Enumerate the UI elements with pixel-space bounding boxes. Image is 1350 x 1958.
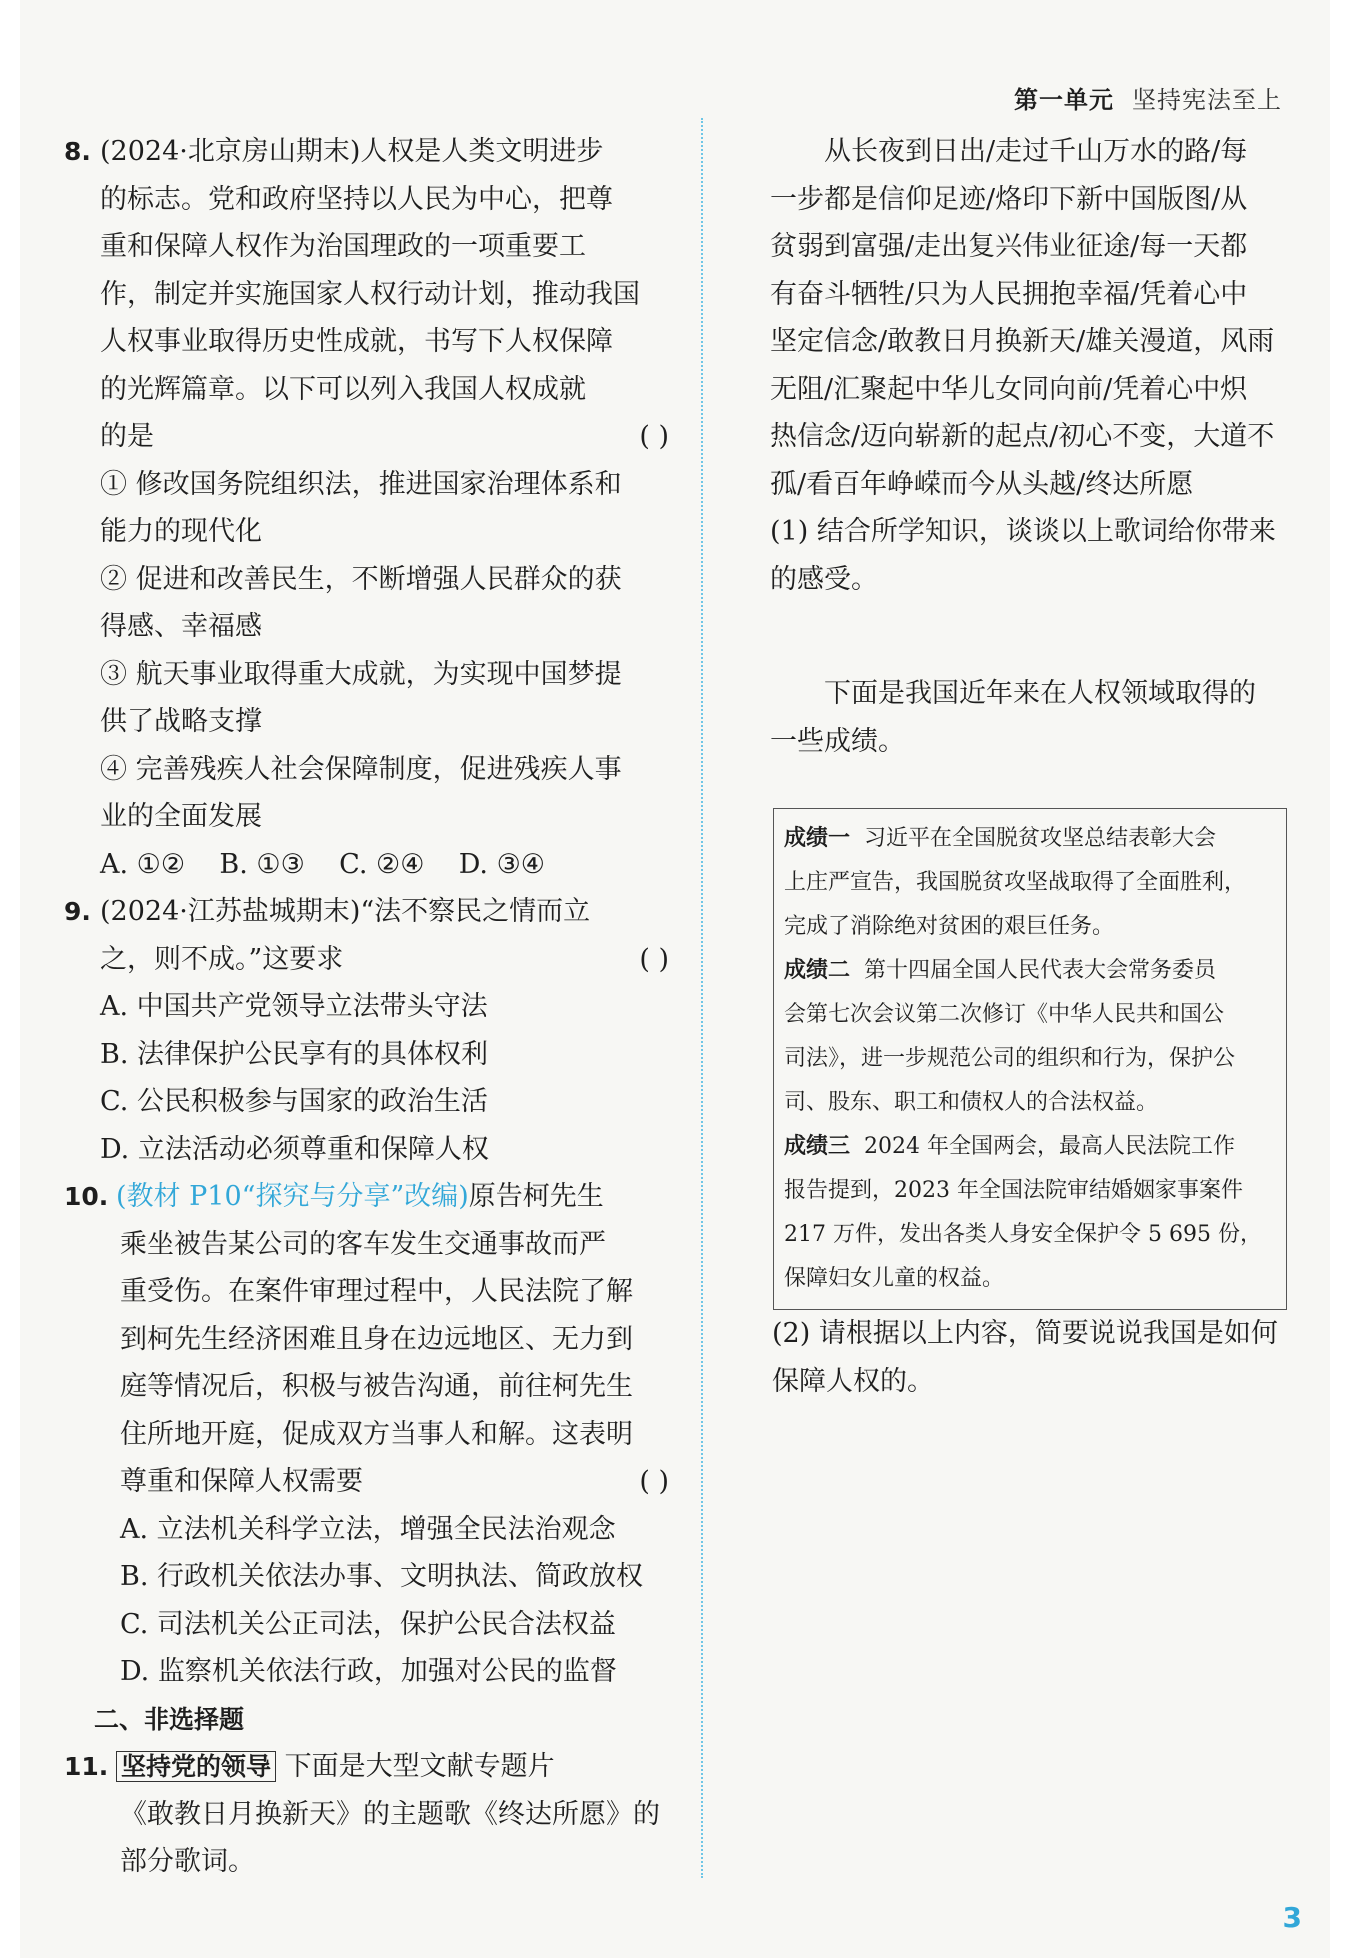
topic-tag: 坚持党的领导 xyxy=(116,1751,276,1782)
answer-option: D. 立法活动必须尊重和保障人权 xyxy=(100,1133,489,1165)
answer-option: D. 监察机关依法行政，加强对公民的监督 xyxy=(120,1656,617,1687)
question-text: 之，则不成。”这要求 xyxy=(100,943,344,975)
question-text: 作，制定并实施国家人权行动计划，推动我国 xyxy=(100,278,640,310)
sub-question-1: (1) 结合所学知识，谈谈以上歌词给你带来 xyxy=(770,516,1276,547)
achievement-text: 2024 年全国两会，最高人民法院工作 xyxy=(864,1134,1235,1159)
answer-blank[interactable]: ( ) xyxy=(639,943,669,975)
answer-option: B. 行政机关依法办事、文明执法、简政放权 xyxy=(120,1561,644,1592)
left-column xyxy=(64,128,675,1886)
question-text: 尊重和保障人权需要 xyxy=(120,1466,363,1497)
choice-item: ② 促进和改善民生，不断增强人民群众的获 xyxy=(100,563,622,595)
achievement-label: 成绩三 xyxy=(784,1134,851,1159)
choice-item: 能力的现代化 xyxy=(100,516,262,547)
choice-item: 供了战略支撑 xyxy=(100,706,262,737)
question-text: 《敢教日月换新天》的主题歌《终达所愿》的 xyxy=(120,1798,660,1830)
lyrics-line: 从长夜到日出/走过千山万水的路/每 xyxy=(824,136,1248,167)
choice-item: 得感、幸福感 xyxy=(100,611,262,642)
question-text: 的标志。党和政府坚持以人民为中心，把尊 xyxy=(100,183,613,215)
answer-blank[interactable]: ( ) xyxy=(639,1466,669,1497)
lyrics-line: 孤/看百年峥嵘而今从头越/终达所愿 xyxy=(770,468,1194,500)
question-text: (2024·江苏盐城期末)“法不察民之情而立 xyxy=(100,896,591,927)
section-heading: 二、非选择题 xyxy=(94,1704,245,1734)
question-text: 庭等情况后，积极与被告沟通，前往柯先生 xyxy=(120,1371,633,1402)
lyrics-line: 无阻/汇聚起中华儿女同向前/凭着心中炽 xyxy=(770,373,1248,405)
achievement-text: 习近平在全国脱贫攻坚总结表彰大会 xyxy=(864,826,1217,851)
choice-item: 业的全面发展 xyxy=(100,801,262,832)
answer-blank[interactable]: ( ) xyxy=(639,421,669,452)
question-text: 部分歌词。 xyxy=(120,1846,255,1877)
question-text: 住所地开庭，促成双方当事人和解。这表明 xyxy=(120,1418,633,1450)
question-text: 重受伤。在案件审理过程中，人民法院了解 xyxy=(120,1276,633,1307)
achievement-text: 第十四届全国人民代表大会常务委员 xyxy=(864,958,1217,983)
lyrics-line: 坚定信念/敢教日月换新天/雄关漫道，风雨 xyxy=(770,326,1275,357)
question-text: 到柯先生经济困难且身在边远地区、无力到 xyxy=(120,1323,633,1355)
question-8 xyxy=(64,128,675,888)
achievement-text: 报告提到，2023 年全国法院审结婚姻家事案件 xyxy=(784,1178,1243,1203)
achievement-text: 上庄严宣告，我国脱贫攻坚战取得了全面胜利， xyxy=(784,870,1247,895)
question-10 xyxy=(64,1173,675,1696)
lyrics-line: 一步都是信仰足迹/烙印下新中国版图/从 xyxy=(770,183,1248,215)
lyrics-line: 贫弱到富强/走出复兴伟业征途/每一天都 xyxy=(770,231,1248,262)
column-divider xyxy=(701,118,703,1878)
achievement-1 xyxy=(784,817,1276,949)
answer-options: A. ①② B. ①③ C. ②④ D. ③④ xyxy=(100,848,546,880)
question-number: 8. xyxy=(64,137,91,166)
sub-question-2-block xyxy=(772,1310,1294,1405)
answer-option: C. 公民积极参与国家的政治生活 xyxy=(100,1086,488,1117)
lyrics-line: 热信念/迈向崭新的起点/初心不变，大道不 xyxy=(770,421,1275,452)
page-header xyxy=(1014,80,1282,115)
intro-text: 一些成绩。 xyxy=(770,725,905,757)
achievement-text: 司法》，进一步规范公司的组织和行为，保护公 xyxy=(784,1046,1236,1071)
achievement-text: 保障妇女儿童的权益。 xyxy=(784,1266,1005,1291)
sub-question-1: 的感受。 xyxy=(770,563,878,595)
achievement-text: 完成了消除绝对贫困的艰巨任务。 xyxy=(784,914,1115,939)
choice-item: ④ 完善残疾人社会保障制度，促进残疾人事 xyxy=(100,753,622,785)
sub-question-2: 保障人权的。 xyxy=(772,1365,934,1397)
unit-title: 坚持宪法至上 xyxy=(1132,86,1282,114)
lyrics xyxy=(770,128,1292,508)
question-text: 的是 xyxy=(100,421,154,452)
unit-label: 第一单元 xyxy=(1014,86,1114,114)
choice-item: ③ 航天事业取得重大成就，为实现中国梦提 xyxy=(100,658,622,690)
achievement-label: 成绩二 xyxy=(784,958,851,983)
achievement-label: 成绩一 xyxy=(784,826,851,851)
source-note: (教材 P10“探究与分享”改编) xyxy=(116,1181,469,1212)
question-text: 的光辉篇章。以下可以列入我国人权成就 xyxy=(100,373,586,405)
choice-item: ① 修改国务院组织法，推进国家治理体系和 xyxy=(100,468,622,500)
question-text: 人权事业取得历史性成就，书写下人权保障 xyxy=(100,326,613,357)
question-11 xyxy=(64,1743,675,1886)
achievement-3 xyxy=(784,1125,1276,1301)
achievement-text: 司、股东、职工和债权人的合法权益。 xyxy=(784,1090,1159,1115)
question-number: 10. xyxy=(64,1182,109,1211)
achievement-text: 会第七次会议第二次修订《中华人民共和国公 xyxy=(784,1002,1225,1027)
answer-option: A. 立法机关科学立法，增强全民法治观念 xyxy=(120,1513,616,1545)
achievements-box xyxy=(773,808,1287,1310)
right-column xyxy=(770,128,1292,765)
question-text: (2024·北京房山期末)人权是人类文明进步 xyxy=(100,136,604,167)
answer-option: B. 法律保护公民享有的具体权利 xyxy=(100,1038,489,1070)
question-number: 11. xyxy=(64,1752,109,1781)
question-number: 9. xyxy=(64,897,91,926)
question-text: 原告柯先生 xyxy=(468,1181,604,1212)
answer-option: C. 司法机关公正司法，保护公民合法权益 xyxy=(120,1608,616,1640)
question-9 xyxy=(64,888,675,1173)
question-text: 重和保障人权作为治国理政的一项重要工 xyxy=(100,231,586,262)
lyrics-line: 有奋斗牺牲/只为人民拥抱幸福/凭着心中 xyxy=(770,278,1248,310)
intro-text: 下面是我国近年来在人权领域取得的 xyxy=(824,678,1256,709)
question-text: 乘坐被告某公司的客车发生交通事故而严 xyxy=(120,1228,606,1260)
achievement-2 xyxy=(784,949,1276,1125)
sub-question-2: (2) 请根据以上内容，简要说说我国是如何 xyxy=(772,1318,1278,1349)
achievement-text: 217 万件，发出各类人身安全保护令 5 695 份， xyxy=(784,1222,1262,1247)
question-text: 下面是大型文献专题片 xyxy=(284,1751,555,1782)
answer-option: A. 中国共产党领导立法带头守法 xyxy=(100,991,488,1022)
page-number: 3 xyxy=(1282,1901,1302,1934)
